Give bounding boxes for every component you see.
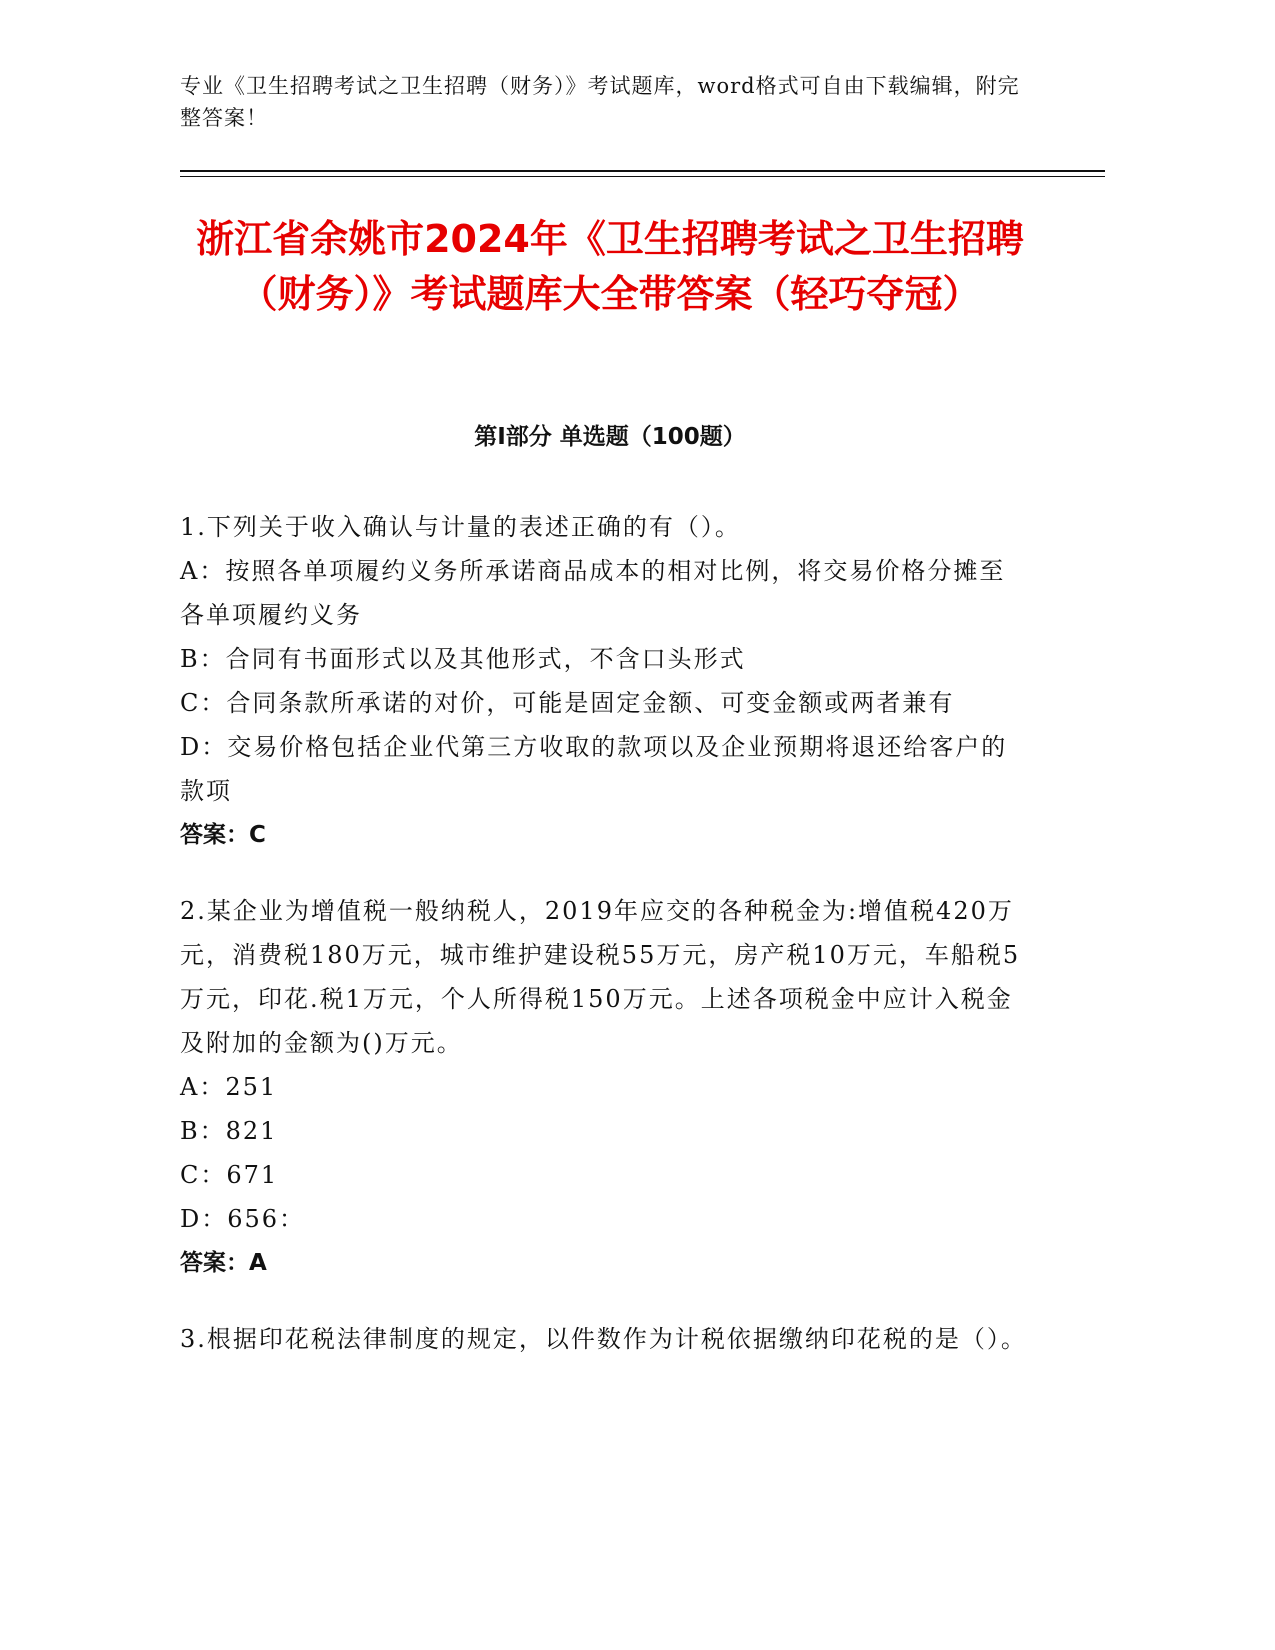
question-stem: 3.根据印花税法律制度的规定，以件数作为计税依据缴纳印花税的是（）。: [180, 1325, 1027, 1353]
question-stem: 2.某企业为增值税一般纳税人，2019年应交的各种税金为:增值税420万元，消费税180万元，城市维护建设税55万元，房产税10万元，车船税5万元，印花.税1万元，个人所得税150万元。上述各项税金中应计入税金及附加的金额为()万元。: [180, 897, 1021, 1057]
option-a: A：按照各单项履约义务所承诺商品成本的相对比例，将交易价格分摊至各单项履约义务: [180, 557, 1006, 629]
document-title: 浙江省余姚市2024年《卫生招聘考试之卫生招聘（财务）》考试题库大全带答案（轻巧夺冠）: [196, 217, 1024, 316]
question-3: [180, 1317, 1030, 1361]
header-rule-thick: [180, 170, 1105, 172]
question-1: [180, 505, 1030, 857]
section-heading: 第I部分 单选题（100题）: [474, 424, 746, 450]
option-a: A：251: [180, 1073, 278, 1101]
question-list: [180, 505, 1030, 1393]
question-2: [180, 889, 1030, 1285]
answer: 答案：C: [180, 822, 266, 848]
option-d: D：656：: [180, 1205, 306, 1233]
header-note: 专业《卫生招聘考试之卫生招聘（财务）》考试题库，word格式可自由下载编辑，附完整答案！: [180, 74, 1020, 130]
option-b: B：合同有书面形式以及其他形式，不含口头形式: [180, 645, 746, 673]
option-b: B：821: [180, 1117, 278, 1145]
option-d: D：交易价格包括企业代第三方收取的款项以及企业预期将退还给客户的款项: [180, 733, 1008, 805]
option-c: C：合同条款所承诺的对价，可能是固定金额、可变金额或两者兼有: [180, 689, 955, 717]
option-c: C：671: [180, 1161, 279, 1189]
header-rule-thin: [180, 176, 1105, 177]
question-stem: 1.下列关于收入确认与计量的表述正确的有（）。: [180, 513, 741, 541]
answer: 答案：A: [180, 1250, 267, 1276]
